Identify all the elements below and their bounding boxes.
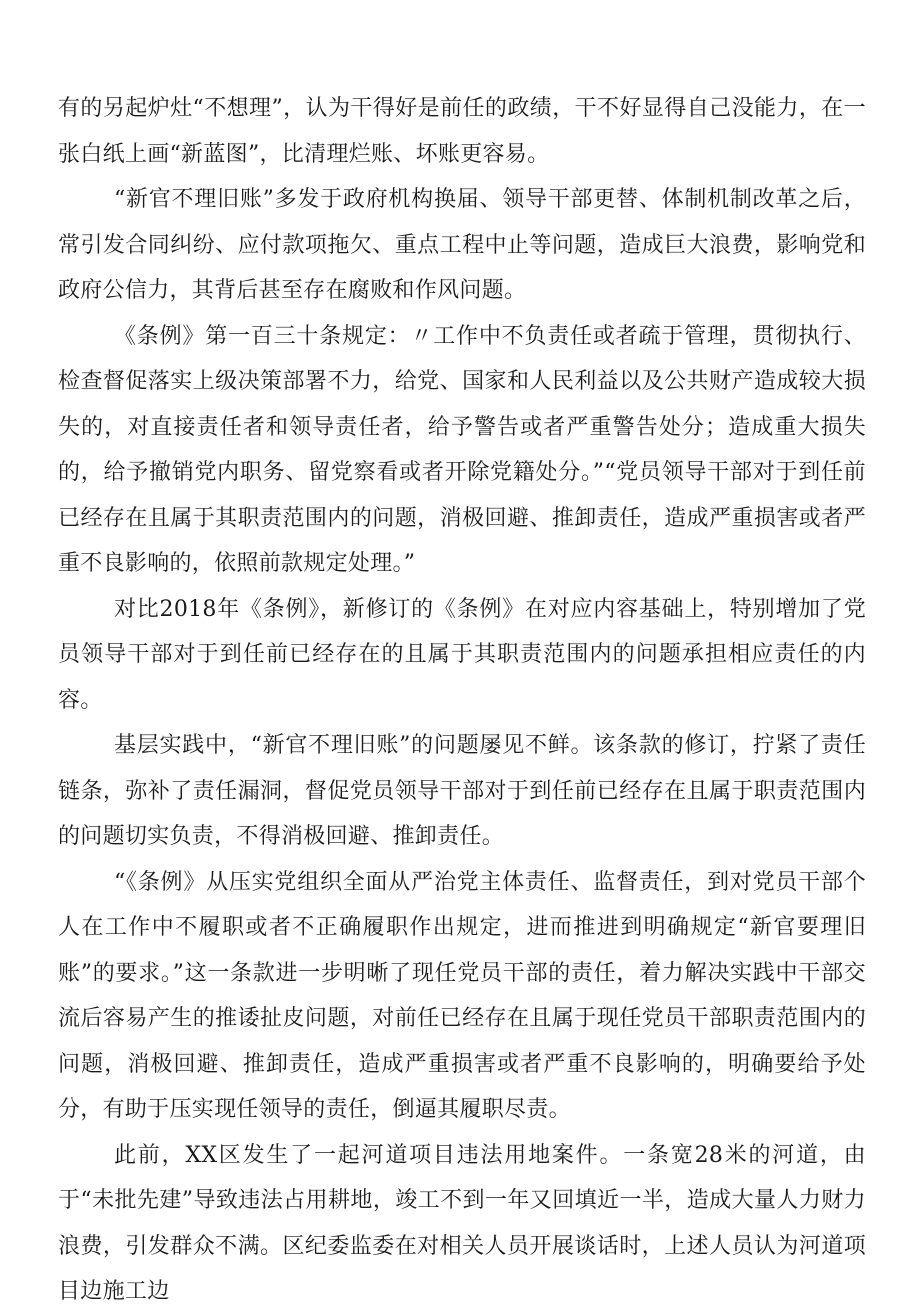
paragraph-6: “《条例》从压实党组织全面从严治党主体责任、监督责任，到对党员干部个人在工作中不履职或者不正确履职作出规定，进而推进到明确规定“新官要理旧账”的要求。”这一条款进一步明晰了现任党员干部的责任，着力解决实践中干部交流后容易产生的推诿扯皮问题，对前任已经存在且属于现任党员干部职责范围内的问题，消极回避、推卸责任，造成严重损害或者严重不良影响的，明确要给予处分，有助于压实现任领导的责任，倒逼其履职尽责。 [58, 869, 866, 1122]
paragraph-7: 此前，XX区发生了一起河道项目违法用地案件。一条宽28米的河道，由于“未批先建”导致违法占用耕地，竣工不到一年又回填近一半，造成大量人力财力浪费，引发群众不满。区纪委监委在对相关人员开展谈话时，上述人员认为河道项目边施工边 [58, 1142, 866, 1304]
document-body [58, 86, 866, 1315]
paragraph-5: 基层实践中，“新官不理旧账”的问题屡见不鲜。该条款的修订，拧紧了责任链条，弥补了责任漏洞，督促党员领导干部对于到任前已经存在且属于职责范围内的问题切实负责，不得消极回避、推卸责任。 [58, 733, 866, 849]
paragraph-1: 有的另起炉灶“不想理”，认为干得好是前任的政绩，干不好显得自己没能力，在一张白纸上画“新蓝图”，比清理烂账、坏账更容易。 [58, 96, 866, 167]
paragraph-4: 对比2018年《条例》，新修订的《条例》在对应内容基础上，特别增加了党员领导干部对于到任前已经存在的且属于其职责范围内的问题承担相应责任的内容。 [58, 596, 866, 713]
paragraph-2: “新官不理旧账”多发于政府机构换届、领导干部更替、体制机制改革之后，常引发合同纠纷、应付款项拖欠、重点工程中止等问题，造成巨大浪费，影响党和政府公信力，其背后甚至存在腐败和作风问题。 [58, 187, 866, 303]
paragraph-3: 《条例》第一百三十条规定：〃工作中不负责任或者疏于管理，贯彻执行、检查督促落实上级决策部署不力，给党、国家和人民利益以及公共财产造成较大损失的，对直接责任者和领导责任者，给予警告或者严重警告处分；造成重大损失的，给予撤销党内职务、留党察看或者开除党籍处分。”“党员领导干部对于到任前已经存在且属于其职责范围内的问题，消极回避、推卸责任，造成严重损害或者严重不良影响的，依照前款规定处理。” [58, 323, 866, 576]
